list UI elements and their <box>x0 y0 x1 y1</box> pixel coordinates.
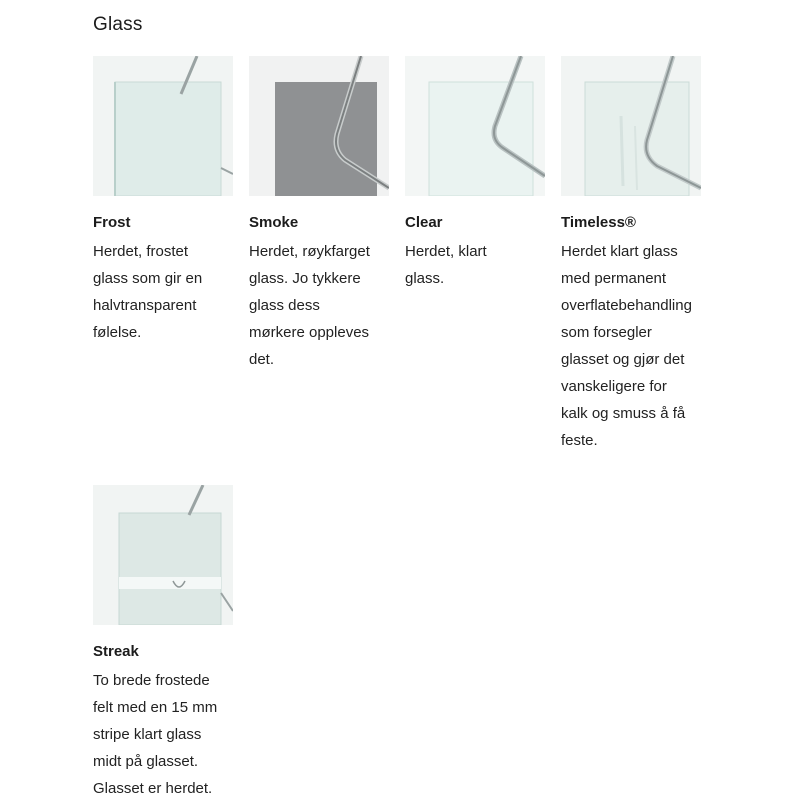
glass-option-streak[interactable] <box>93 485 253 802</box>
section-title: Glass <box>93 14 143 35</box>
option-description: Herdet klart glass med permanent overflatebehandling som forsegler glasset og gjør det vanskeligere for kalk og smuss å få feste. <box>561 243 692 449</box>
option-description: Herdet, klart glass. <box>405 243 487 287</box>
glass-option-frost[interactable] <box>93 56 253 346</box>
timeless-glass-image <box>561 56 701 196</box>
option-description: To brede frostede felt med en 15 mm stripe klart glass midt på glasset. Glasset er herdet. <box>93 672 218 797</box>
option-description: Herdet, røykfarget glass. Jo tykkere glass dess mørkere oppleves det. <box>249 243 370 368</box>
clear-glass-image <box>405 56 545 196</box>
option-name: Frost <box>93 214 131 231</box>
streak-glass-image <box>93 485 233 625</box>
glass-option-smoke[interactable] <box>249 56 409 373</box>
glass-option-timeless[interactable] <box>561 56 721 454</box>
option-name: Smoke <box>249 214 299 231</box>
option-name: Timeless® <box>561 214 636 231</box>
option-name: Clear <box>405 214 443 231</box>
smoke-glass-image <box>249 56 389 196</box>
option-description: Herdet, frostet glass som gir en halvtransparent følelse. <box>93 243 203 341</box>
frost-glass-image <box>93 56 233 196</box>
option-name: Streak <box>93 643 139 660</box>
glass-option-clear[interactable] <box>405 56 565 292</box>
